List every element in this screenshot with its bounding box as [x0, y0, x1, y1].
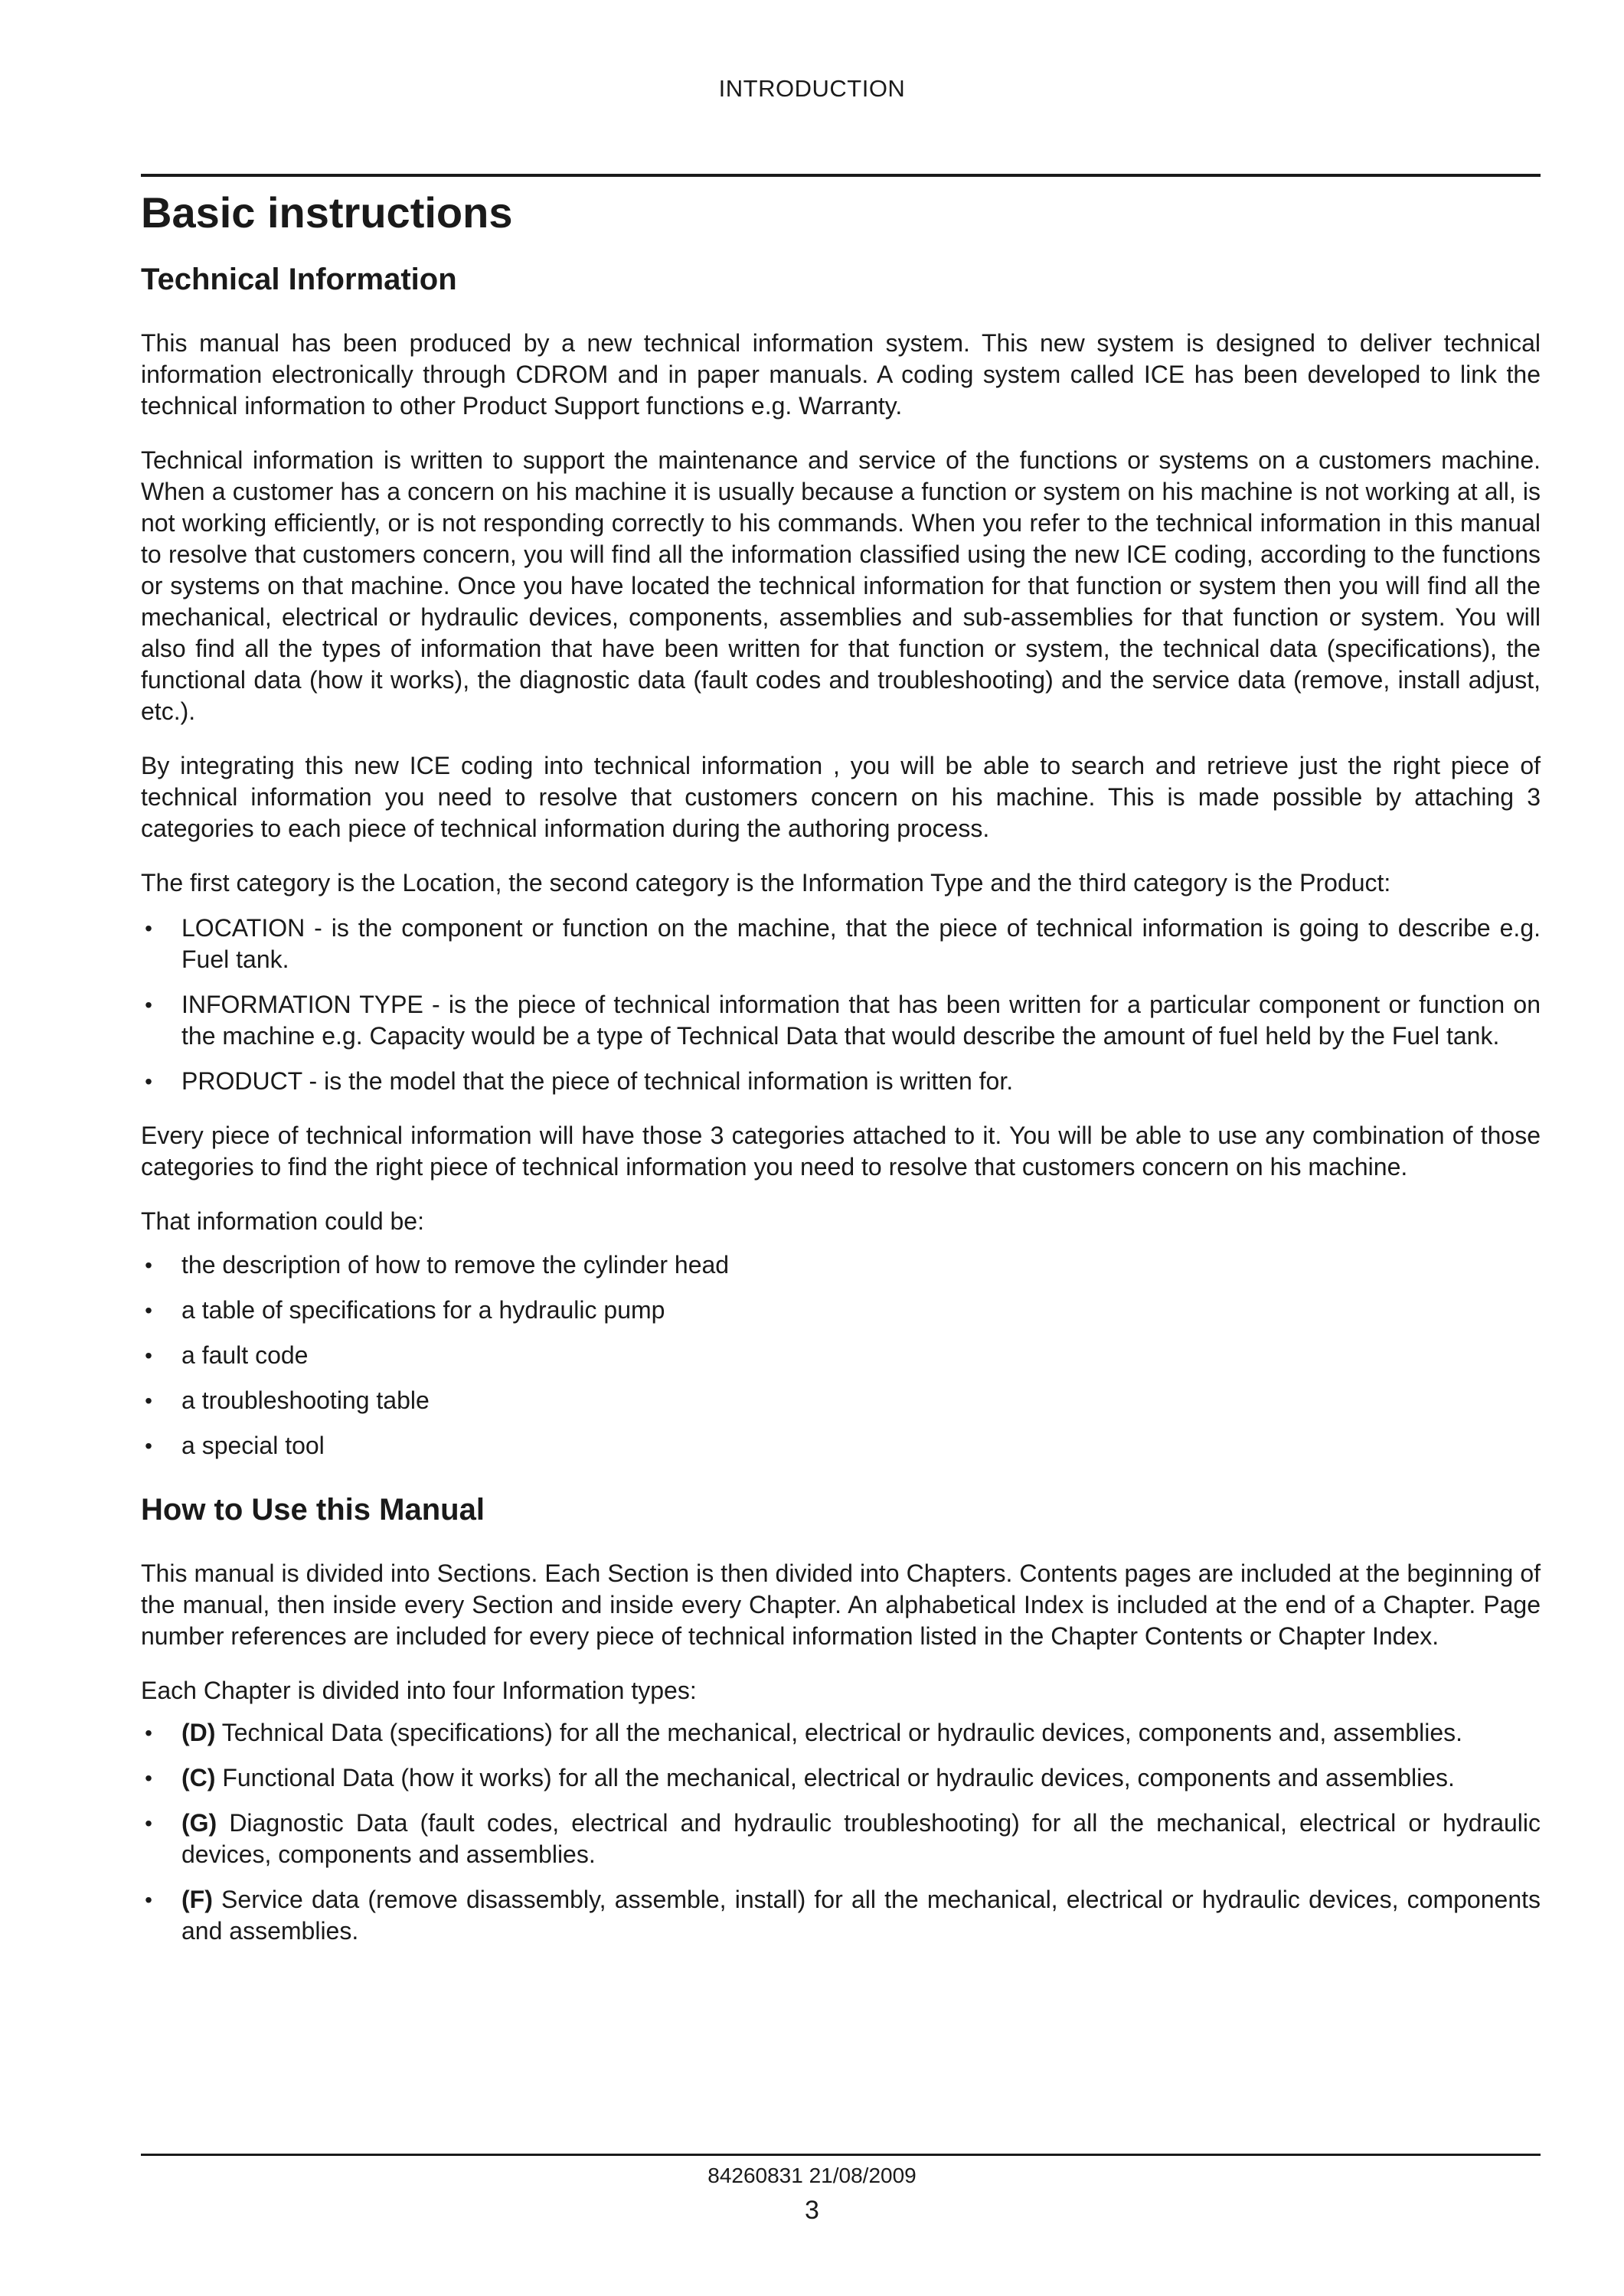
page-title: Basic instructions [141, 188, 513, 237]
page-number: 3 [805, 2196, 819, 2225]
section-heading-how-to-use: How to Use this Manual [141, 1493, 485, 1527]
paragraph: The first category is the Location, the second category is the Information Type and the third category is the Product: [141, 869, 1391, 897]
section-heading-technical-information: Technical Information [141, 263, 457, 296]
list-item: • (C) Functional Data (how it works) for all the mechanical, electrical or hydraulic devices, components and assemblies. [141, 1762, 1541, 1794]
list-item: • a table of specifications for a hydraulic pump [141, 1295, 1541, 1326]
bullet-icon: • [145, 916, 152, 940]
list-item: • a troubleshooting table [141, 1385, 1541, 1416]
list-item: • INFORMATION TYPE - is the piece of technical information that has been written for a particular component or function on the machine e.g. Capacity would be a type of Technical Data that would describe the amount of fuel held by the Fuel tank. [141, 989, 1541, 1052]
bullet-icon: • [145, 1766, 152, 1790]
bullet-icon: • [145, 1811, 152, 1835]
bullet-icon: • [145, 1344, 152, 1367]
list-item: • a special tool [141, 1430, 1541, 1462]
paragraph: That information could be: [141, 1207, 424, 1235]
page-body [141, 184, 1541, 1947]
header-rule [141, 174, 1541, 177]
paragraph: This manual is divided into Sections. Each Section is then divided into Chapters. Contents pages are included at the beginning of the manual, then inside every Section and inside every Chapter. An alphabetical Index is included at the end of a Chapter. Page number references are included for every piece of technical information listed in the Chapter Contents or Chapter Index. [141, 1560, 1541, 1650]
list-item: • (G) Diagnostic Data (fault codes, electrical and hydraulic troubleshooting) for all the mechanical, electrical or hydraulic devices, components and assemblies. [141, 1808, 1541, 1870]
bullet-icon: • [145, 1888, 152, 1912]
paragraph: Each Chapter is divided into four Information types: [141, 1677, 697, 1704]
example-list [141, 1249, 1541, 1462]
list-item: • (D) Technical Data (specifications) for all the mechanical, electrical or hydraulic devices, components and, assemblies. [141, 1717, 1541, 1749]
information-types-list [141, 1717, 1541, 1947]
list-item: • a fault code [141, 1340, 1541, 1371]
bullet-icon: • [145, 1253, 152, 1277]
paragraph: Every piece of technical information will have those 3 categories attached to it. You will be able to use any combination of those categories to find the right piece of technical information you need to resolve that customers concern on his machine. [141, 1122, 1541, 1181]
category-list [141, 913, 1541, 1097]
list-item: • (F) Service data (remove disassembly, assemble, install) for all the mechanical, electrical or hydraulic devices, components and assemblies. [141, 1884, 1541, 1947]
bullet-icon: • [145, 1434, 152, 1458]
footer-rule [141, 2154, 1541, 2156]
list-item: • LOCATION - is the component or function on the machine, that the piece of technical information is going to describe e.g. Fuel tank. [141, 913, 1541, 975]
list-item: • the description of how to remove the cylinder head [141, 1249, 1541, 1281]
bullet-icon: • [145, 1298, 152, 1322]
paragraph: By integrating this new ICE coding into technical information , you will be able to search and retrieve just the right piece of technical information you need to resolve that customers concern on his machine. This is made possible by attaching 3 categories to each piece of technical information during the authoring process. [141, 752, 1541, 842]
list-item: • PRODUCT - is the model that the piece of technical information is written for. [141, 1066, 1541, 1097]
bullet-icon: • [145, 993, 152, 1017]
document-reference: 84260831 21/08/2009 [707, 2164, 917, 2187]
bullet-icon: • [145, 1070, 152, 1093]
paragraph: This manual has been produced by a new technical information system. This new system is designed to deliver technical information electronically through CDROM and in paper manuals. A coding system called ICE has been developed to link the technical information to other Product Support functions e.g. Warranty. [141, 329, 1541, 420]
paragraph: Technical information is written to support the maintenance and service of the functions or systems on a customers machine. When a customer has a concern on his machine it is usually because a function or system on his machine is not working at all, is not working efficiently, or is not responding correctly to his commands. When you refer to the technical information in this manual to resolve that customers concern, you will find all the information classified using the new ICE coding, according to the functions or systems on that machine. Once you have located the technical information for that function or system then you will find all the mechanical, electrical or hydraulic devices, components, assemblies and sub-assemblies for that function or system. You will also find all the types of information that have been written for that function or system, the technical data (specifications), the functional data (how it works), the diagnostic data (fault codes and troubleshooting) and the service data (remove, install adjust, etc.). [141, 446, 1541, 725]
running-header: INTRODUCTION [718, 75, 906, 102]
bullet-icon: • [145, 1389, 152, 1413]
bullet-icon: • [145, 1721, 152, 1745]
